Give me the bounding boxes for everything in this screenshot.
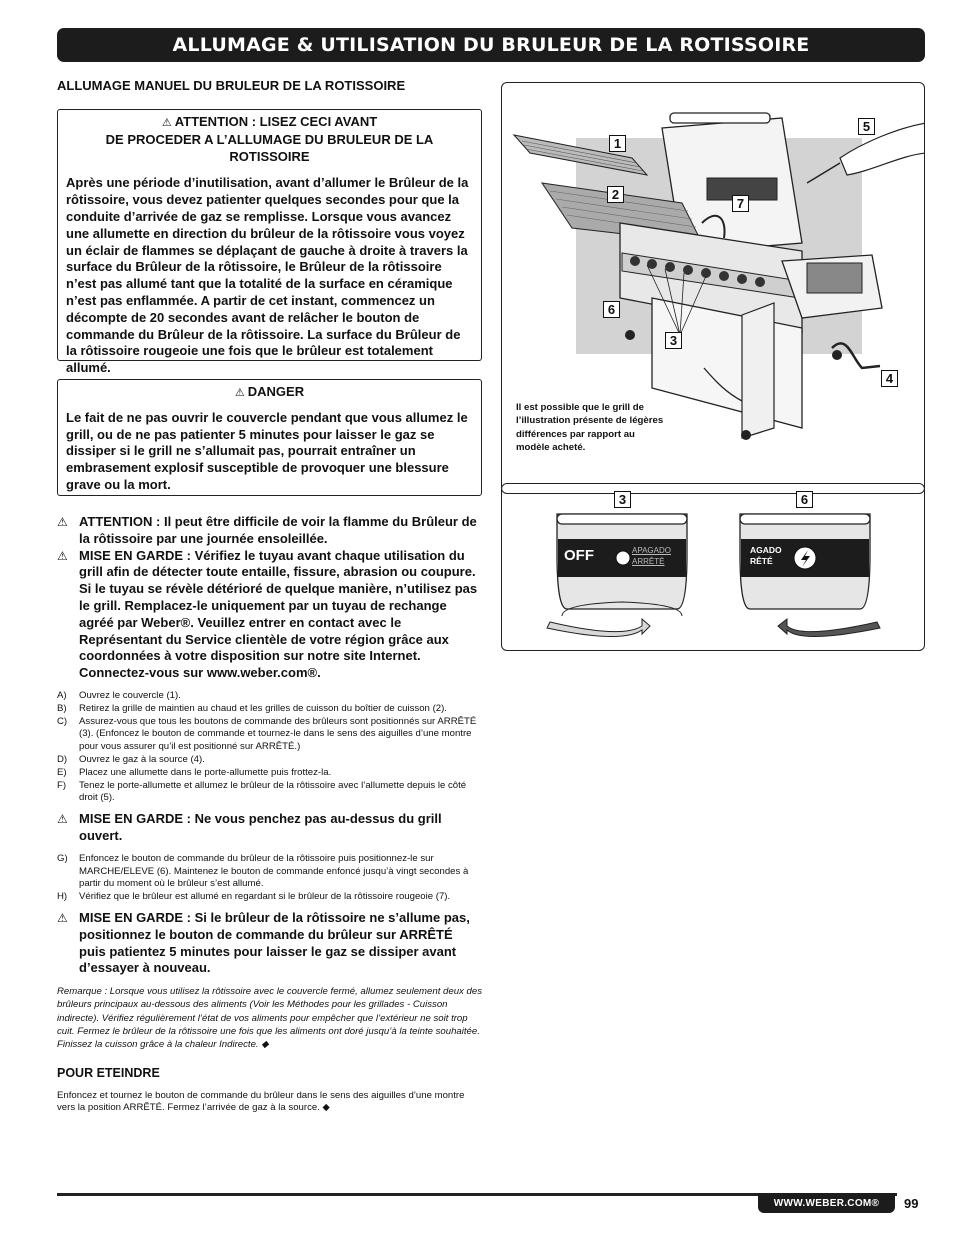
knob-small-label: AGADO <box>750 545 782 555</box>
step-key: B) <box>57 702 67 714</box>
callout-3: 3 <box>614 491 631 508</box>
warning-triangle-icon: ⚠ <box>234 387 245 399</box>
knob-small-label: APAGADO <box>632 546 671 555</box>
side-burner-lid <box>807 263 862 293</box>
callout-4: 4 <box>881 370 898 387</box>
steps-list-b <box>57 853 482 904</box>
step-text: Tenez le porte-allumette et allumez le brûleur de la rôtissoire avec l’allumette depuis le côté droit (5). <box>79 779 467 804</box>
footer-url[interactable]: WWW.WEBER.COM® <box>758 1193 895 1213</box>
step-text: Ouvrez le gaz à la source (4). <box>79 753 205 765</box>
step-text: Assurez-vous que tous les boutons de commande des brûleurs sont positionnés sur ARRÊTÉ (3). (Enfoncez le bouton de commande et tournez-le dans le sens des aiguilles d’une montre pour vous assurer qu’il est positionné sur ARRÊTÉ.) <box>79 715 477 753</box>
warning-triangle-icon: ⚠ <box>57 910 68 925</box>
list-item <box>57 891 482 904</box>
warning-triangle-icon: ⚠ <box>161 117 172 129</box>
step-key: F) <box>57 779 67 791</box>
callout-3: 3 <box>665 332 682 349</box>
attention-title-line2: DE PROCEDER A L’ALLUMAGE DU BRULEUR DE LA ROTISSOIRE <box>105 131 434 164</box>
callout-7: 7 <box>732 195 749 212</box>
callout-6: 6 <box>796 491 813 508</box>
warning-lean <box>57 811 482 845</box>
step-key: D) <box>57 753 68 765</box>
warning-hose-check <box>57 548 482 682</box>
danger-body: Le fait de ne pas ouvrir le couvercle pendant que vous allumez le grill, ou de ne pas patienter 5 minutes pour laisser le gaz se dissiper si le grill ne s’allumait pas, pourrait entraîner un embrasement explosif susceptible de provoquer une blessure grave ou la mort. <box>66 409 468 492</box>
step-key: H) <box>57 891 68 903</box>
caster-wheel <box>625 330 635 340</box>
step-key: A) <box>57 689 67 701</box>
illustration-caption: Il est possible que le grill de l’illustration présente de légères différences par rapport au modèle acheté. <box>516 402 664 453</box>
list-item <box>57 780 482 806</box>
danger-title <box>66 384 473 402</box>
remark-note: Remarque : Lorsque vous utilisez la rôtissoire avec le couvercle fermé, allumez seulement deux des brûleurs principaux au-dessous des aliments (Voir les Méthodes pour les grillades - Cuisson indirecte). Vérifiez régulièrement l’état de vos aliments pour empêcher que l’extérieur ne soit trop cuit. Fermez le brûleur de la rôtissoire une fois que les aliments ont doré jusqu’à la teinte souhaitée. Finissez la cuisson grâce à la chaleur Indirecte. ◆ <box>57 986 482 1051</box>
callout-2: 2 <box>607 186 624 203</box>
caster-wheel <box>741 430 751 440</box>
warning-triangle-icon: ⚠ <box>57 812 68 827</box>
attention-box <box>57 109 482 376</box>
danger-title-text: DANGER <box>247 384 305 399</box>
knob-off-small-labels <box>632 545 671 567</box>
list-item <box>57 754 482 767</box>
warning-text: ATTENTION : Il peut être difficile de voir la flamme du Brûleur de la rôtissoire par une journée ensoleillée. <box>79 514 477 546</box>
list-item <box>57 690 482 703</box>
callout-1: 1 <box>609 135 626 152</box>
clockwise-arrow-icon <box>547 619 650 637</box>
step-key: E) <box>57 766 67 778</box>
step-key: C) <box>57 715 68 727</box>
knob-rim <box>557 514 687 524</box>
step-text: Ouvrez le couvercle (1). <box>79 689 181 701</box>
knob-indicator <box>616 551 630 565</box>
callout-5: 5 <box>858 118 875 135</box>
list-item <box>57 767 482 780</box>
knob-drawing <box>502 484 925 651</box>
knob-off-label: OFF <box>564 547 594 564</box>
left-column <box>57 78 482 1115</box>
list-item <box>57 853 482 891</box>
section-subheading: ALLUMAGE MANUEL DU BRULEUR DE LA ROTISSOIRE <box>57 78 406 93</box>
danger-box <box>57 379 482 496</box>
grill-illustration <box>501 82 925 494</box>
warning-text: MISE EN GARDE : Si le brûleur de la rôtissoire ne s’allume pas, positionnez le bouton de commande du brûleur sur ARRÊTÉ puis patientez 5 minutes pour laisser le gaz se dissiper avant d’essayer à nouveau. <box>79 909 470 976</box>
knob-small-label: RÊTÉ <box>750 556 773 566</box>
list-item <box>57 716 482 754</box>
callout-6: 6 <box>603 301 620 318</box>
step-text: Vérifiez que le brûleur est allumé en regardant si le brûleur de la rôtissoire rougeoie (7). <box>79 891 451 903</box>
turn-off-text: Enfoncez et tournez le bouton de commande du brûleur dans le sens des aiguilles d’une montre vers la position ARRÊTÉ. Fermez l’arrivée de gaz à la source. ◆ <box>57 1089 465 1114</box>
knob-right-small-labels <box>750 545 782 567</box>
page-number: 99 <box>904 1196 919 1211</box>
page-title-banner <box>57 28 925 62</box>
cabinet-door <box>742 303 774 438</box>
warning-triangle-icon: ⚠ <box>57 515 68 529</box>
page-title: ALLUMAGE & UTILISATION DU BRULEUR DE LA ROTISSOIRE <box>172 34 810 56</box>
knob-illustration <box>501 483 925 651</box>
lid-handle <box>670 113 770 123</box>
step-key: G) <box>57 852 68 864</box>
step-text: Placez une allumette dans le porte-allumette puis frottez-la. <box>79 766 332 778</box>
warning-text: MISE EN GARDE : Ne vous penchez pas au-dessus du grill ouvert. <box>79 811 442 843</box>
knob-rim <box>740 514 870 524</box>
knob-small-label: ARRÊTÉ <box>632 557 665 566</box>
attention-title-line1: ATTENTION : LISEZ CECI AVANT <box>174 114 378 129</box>
caster-wheel <box>832 350 842 360</box>
attention-body: Après une période d’inutilisation, avant d’allumer le Brûleur de la rôtissoire, vous devez patienter quelques secondes pour que la conduite d’arrivée de gaz se remplisse. Lorsque vous avancez une allumette en direction du brûleur de la rôtissoire vous voyez un éclair de flammes se déplaçant de gauche à droite à travers la surface du Brûleur de la rôtissoire, le Brûleur de la rôtissoire n’est pas allumé tant que la totalité de la surface en céramique n’est pas enflammée. A partir de cet instant, commencez un décompte de 20 secondes avant de relâcher le bouton de commande du Brûleur de la rôtissoire. La surface du Brûleur de la rôtissoire rougeoie une fois que le brûleur est totalement allumé. <box>66 175 469 376</box>
step-text: Retirez la grille de maintien au chaud et les grilles de cuisson du boîtier de cuisson (2). <box>79 702 447 714</box>
counterclockwise-arrow-icon <box>778 619 880 637</box>
attention-title <box>66 114 473 165</box>
warning-text: MISE EN GARDE : Vérifiez le tuyau avant chaque utilisation du grill afin de détecter toute entaille, fissure, abrasion ou coupure. Si le tuyau se révèle détérioré de quelque manière, n’utilisez pas le grill. Remplacez-le uniquement par un tuyau de rechange agréé par Weber®. Veuillez entrer en contact avec le Représentant du Service clientèle de votre région grâce aux coordonnées à votre disposition sur notre site Internet. Connectez-vous sur www.weber.com®. <box>79 547 478 681</box>
warning-triangle-icon: ⚠ <box>57 548 68 563</box>
warning-no-ignite <box>57 910 482 977</box>
turn-off-heading: POUR ETEINDRE <box>57 1065 160 1080</box>
step-text: Enfoncez le bouton de commande du brûleur de la rôtissoire puis positionnez-le sur MARCHE/ELEVE (6). Maintenez le bouton de commande enfoncé jusqu’à vingt secondes à partir du moment où le brûleur s’est allumé. <box>79 852 469 890</box>
list-item <box>57 703 482 716</box>
warning-attention-flame <box>57 514 482 548</box>
steps-list-a <box>57 690 482 805</box>
